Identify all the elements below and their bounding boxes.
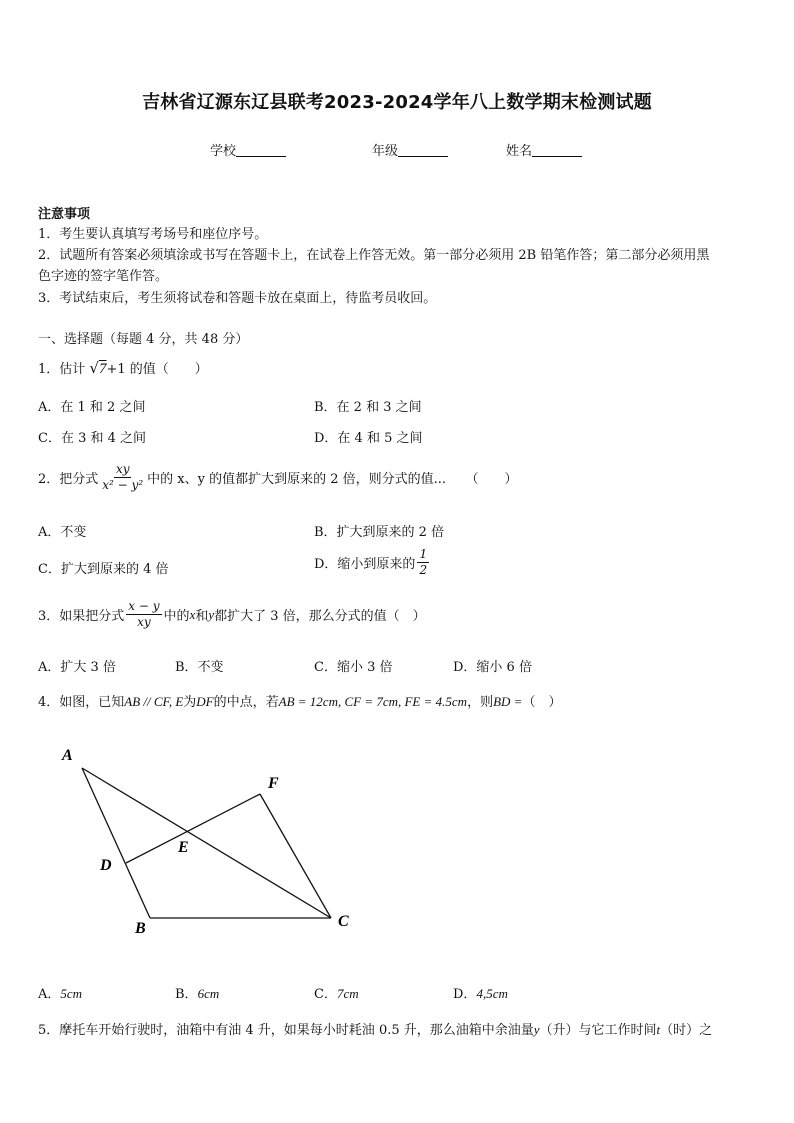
- question-4: [38, 691, 561, 710]
- q2-option-d-den: 2: [419, 563, 428, 577]
- point-label-d: D: [100, 857, 112, 874]
- q4-option-b[interactable]: [175, 983, 219, 1002]
- q3-and: 和: [195, 609, 209, 624]
- point-label-a: A: [62, 747, 73, 764]
- q3-fraction: [126, 599, 161, 630]
- q4-option-b-value: 6cm: [197, 986, 220, 1001]
- q3-option-a[interactable]: A．扩大 3 倍: [38, 660, 116, 675]
- q4-option-d[interactable]: [453, 983, 508, 1002]
- sqrt-symbol: √7: [89, 359, 107, 377]
- q4-option-a[interactable]: [38, 983, 82, 1002]
- q1-prefix: 1．估计: [38, 362, 86, 377]
- q4-option-c-label: C．: [314, 987, 337, 1002]
- q5-var-t: t: [656, 1022, 661, 1037]
- q5-text-2: （升）与它工作时间: [539, 1023, 657, 1038]
- q2-numerator: xy: [115, 462, 130, 476]
- note-item: 色字迹的签字笔作答。: [38, 269, 169, 284]
- q3-option-d[interactable]: D．缩小 6 倍: [453, 660, 532, 675]
- notes-heading: 注意事项: [38, 207, 91, 222]
- segment-fc: [260, 794, 331, 918]
- q4-option-d-value: 4,5cm: [476, 986, 508, 1001]
- q3-text: 中的: [163, 609, 190, 624]
- q1-suffix: +1 的值（ ）: [106, 362, 208, 377]
- q5-text-3: （时）之: [660, 1023, 713, 1038]
- question-1: [38, 358, 208, 378]
- page-title: 吉林省辽源东辽县联考2023-2024学年八上数学期末检测试题: [142, 92, 652, 113]
- question-5: [38, 1019, 712, 1038]
- segment-ab: [82, 768, 150, 918]
- q2-option-b[interactable]: B．扩大到原来的 2 倍: [314, 525, 445, 540]
- q2-prefix: 2．把分式: [38, 472, 99, 487]
- q1-option-c[interactable]: C．在 3 和 4 之间: [38, 431, 147, 446]
- q4-cond1: AB // CF, E: [124, 694, 184, 709]
- note-item: 1．考生要认真填写考场号和座位序号。: [38, 227, 268, 242]
- q3-option-b[interactable]: B．不变: [175, 660, 224, 675]
- q3-var-x: x: [189, 606, 196, 622]
- q2-option-d-num: 1: [419, 547, 428, 561]
- q4-option-a-label: A．: [38, 987, 61, 1002]
- q4-mid: 为: [183, 695, 197, 710]
- q2-option-d[interactable]: [314, 547, 431, 578]
- name-label: 姓名: [506, 144, 533, 159]
- q1-option-a[interactable]: A．在 1 和 2 之间: [38, 400, 146, 415]
- point-label-e: E: [178, 839, 189, 856]
- q1-option-d[interactable]: D．在 4 和 5 之间: [314, 431, 423, 446]
- q4-end: （ ）: [522, 695, 562, 710]
- q4-cond3: AB = 12cm, CF = 7cm, FE = 4.5cm: [278, 694, 468, 709]
- q4-option-c-value: 7cm: [336, 986, 359, 1001]
- grade-blank[interactable]: [398, 144, 448, 157]
- school-field[interactable]: [210, 140, 286, 159]
- q2-option-a[interactable]: A．不变: [38, 525, 87, 540]
- q5-var-y: y: [533, 1022, 540, 1037]
- q4-prefix: 4．如图，已知: [38, 695, 125, 710]
- q2-fraction: [100, 462, 145, 493]
- q4-cond2: DF: [196, 694, 214, 709]
- q2-option-d-label: D．缩小到原来的: [314, 557, 416, 572]
- q1-radicand: 7: [98, 361, 107, 377]
- q4-mid2: 的中点，若: [213, 695, 279, 710]
- q4-option-d-label: D．: [453, 987, 477, 1002]
- q4-option-c[interactable]: [314, 983, 359, 1002]
- question-2: [38, 462, 518, 493]
- q1-option-b[interactable]: B．在 2 和 3 之间: [314, 400, 422, 415]
- q2-option-c[interactable]: C．扩大到原来的 4 倍: [38, 562, 169, 577]
- q2-denominator: x² − y²: [102, 478, 144, 492]
- geometry-figure: [50, 740, 370, 940]
- segment-df: [126, 794, 260, 863]
- grade-field[interactable]: [372, 140, 448, 159]
- point-label-c: C: [338, 913, 349, 930]
- q3-denominator: xy: [137, 615, 151, 629]
- q4-tail: ，则: [467, 695, 494, 710]
- grade-label: 年级: [372, 144, 399, 159]
- q3-option-c[interactable]: C．缩小 3 倍: [314, 660, 393, 675]
- q4-option-b-label: B．: [175, 987, 198, 1002]
- q3-prefix: 3．如果把分式: [38, 609, 125, 624]
- q4-cond4: BD =: [493, 694, 523, 709]
- note-item: 3．考试结束后，考生须将试卷和答题卡放在桌面上，待监考员收回。: [38, 291, 437, 306]
- section-heading: 一、选择题（每题 4 分，共 48 分）: [38, 332, 249, 347]
- q4-option-a-value: 5cm: [60, 986, 83, 1001]
- q2-suffix: 中的 x、y 的值都扩大到原来的 2 倍，则分式的值... （ ）: [147, 472, 518, 487]
- question-3: [38, 599, 426, 630]
- q3-suffix: 都扩大了 3 倍，那么分式的值（ ）: [214, 609, 426, 624]
- q2-option-d-fraction: [417, 547, 429, 578]
- school-label: 学校: [210, 144, 237, 159]
- point-label-b: B: [135, 920, 146, 937]
- q3-numerator: x − y: [128, 599, 160, 613]
- note-item: 2．试题所有答案必须填涂或书写在答题卡上，在试卷上作答无效。第一部分必须用 2B 铅笔作答；第二部分必须用黑: [38, 248, 710, 263]
- q3-var-y: y: [208, 606, 215, 622]
- segment-ac: [82, 768, 331, 918]
- name-blank[interactable]: [532, 144, 582, 157]
- name-field[interactable]: [506, 140, 582, 159]
- point-label-f: F: [268, 775, 279, 792]
- q5-text-1: 5．摩托车开始行驶时，油箱中有油 4 升，如果每小时耗油 0.5 升，那么油箱中余油量: [38, 1023, 534, 1038]
- school-blank[interactable]: [236, 144, 286, 157]
